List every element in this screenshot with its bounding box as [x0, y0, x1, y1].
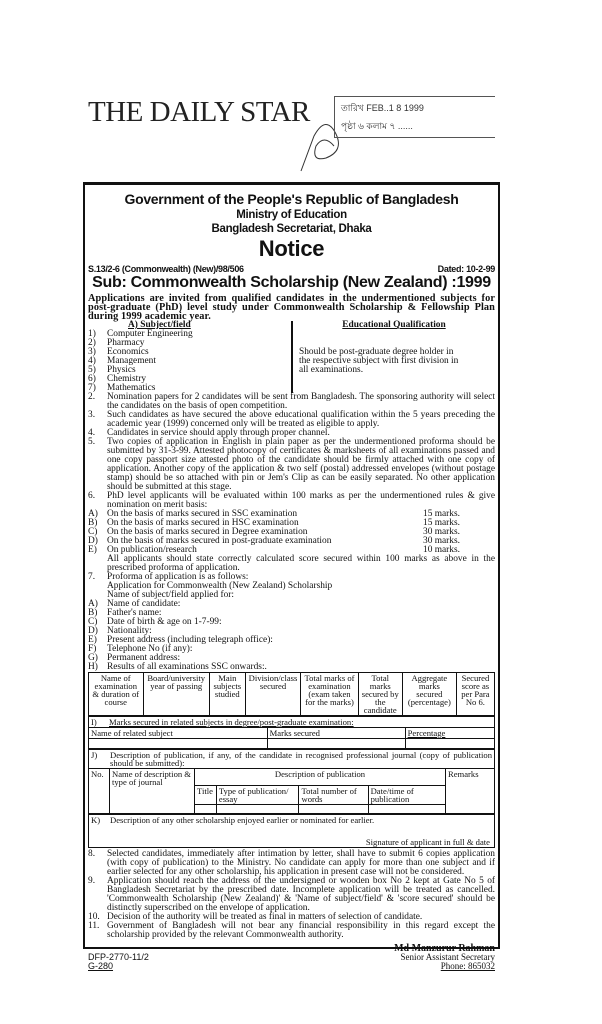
item-text: Date of birth & age on 1-7-99:	[107, 617, 222, 627]
proforma-subject-line: Name of subject/field applied for:	[107, 590, 235, 600]
section-number: J)	[91, 750, 98, 760]
marking-note: All applicants should state correctly calculated score secured within 100 marks as above in the prescribed proforma of application.	[107, 554, 495, 573]
newspaper-masthead: THE DAILY STAR	[88, 96, 310, 128]
item-text: Decision of the authority will be treated as final in matters of selection of candidate.	[107, 912, 423, 922]
section-j-table	[88, 749, 495, 814]
item-number: G)	[88, 653, 98, 663]
clause	[88, 393, 495, 411]
item-number: 2)	[88, 338, 96, 348]
item-number: 3)	[88, 347, 96, 357]
item-text: Permanent address:	[107, 653, 181, 663]
item-text: Present address (including telegraph office):	[107, 635, 273, 645]
item-text: Application should reach the address of the undersigned or wooden box No 2 kept at Gate No 5 of Bangladesh Secretariat by the prescribed date. Incomplete application will be treated as cancelled. 'Commonwealth Scholarship (New Zealand)' & 'Name of subject/field' & 'score secured' should be distinctly superscribed on the envelope of application.	[107, 876, 495, 913]
item-number: B)	[88, 608, 98, 618]
reference-line	[85, 264, 498, 274]
item-text: Nationality:	[107, 626, 152, 636]
item-marks: 15 marks.	[423, 509, 460, 519]
results-column-header: Secured score as per Para No 6.	[456, 673, 494, 716]
item-text: Selected candidates, immediately after intimation by letter, shall have to submit 6 copies application (with copy of publication) to the Ministry. No candidate can apply for more than one subject and if earlier selected for any other scholarship, his application in present case will not be considered.	[107, 849, 495, 877]
results-table	[88, 672, 495, 716]
item-number: 3.	[88, 410, 96, 420]
results-column-header: Aggregate marks secured (percentage)	[402, 673, 456, 716]
col-journal: Name of description & type of journal	[110, 769, 195, 814]
item-number: 9.	[88, 876, 96, 886]
item-number: F)	[88, 644, 97, 654]
item-number: H)	[88, 662, 98, 672]
proforma-intro: Proforma of application is as follows:	[107, 572, 249, 582]
item-number: D)	[88, 626, 98, 636]
clause	[88, 850, 495, 877]
item-number: 10.	[88, 912, 100, 922]
subjects-section	[88, 321, 495, 393]
results-column-header: Total marks of examination (exam taken for the marks)	[301, 673, 358, 716]
notice-subject: Sub: Commonwealth Scholarship (New Zealand) :1999	[92, 274, 491, 291]
item-text: On the basis of marks secured in Degree examination	[107, 527, 308, 537]
item-number: A)	[88, 599, 98, 609]
item-text: Name of candidate:	[107, 599, 181, 609]
item-text: Pharmacy	[107, 338, 145, 348]
results-column-header: Name of examination & duration of course	[89, 673, 144, 716]
footer	[88, 944, 495, 971]
item-number: 1)	[88, 329, 96, 339]
item-number: C)	[88, 527, 98, 537]
section-number: I)	[91, 717, 97, 727]
item-text: Two copies of application in English in plain paper as per the undermentioned proforma should be submitted by 31-3-99. Attested photocopy of certificates & marksheets of all examinations passed and one copy passport size attested photo of the candidate should be firmly attached with one copy of application. Another copy of the application & two self (postal) addressed envelopes (without postage stamp) should be so attached with pin or Jem's Clip as can be easily separated. No other application should be submitted at this stage.	[107, 437, 495, 492]
notice-body	[85, 321, 498, 971]
item-number: E)	[88, 545, 97, 555]
col-date: Date/time of publication	[368, 786, 445, 805]
proforma-title: Application for Commonwealth (New Zealand) Scholarship	[107, 581, 333, 591]
clause	[88, 411, 495, 429]
col-related-subject: Name of related subject	[89, 728, 268, 739]
results-column-header: Board/university year of passing	[143, 673, 209, 716]
clause	[88, 492, 495, 510]
col-no: No.	[89, 769, 110, 814]
signature-line: Signature of applicant in full & date	[365, 837, 490, 847]
item-number: 4.	[88, 428, 96, 438]
notice-date: Dated: 10-2-99	[437, 264, 495, 274]
col-type: Type of publication/ essay	[216, 786, 299, 805]
item-number: 5)	[88, 365, 96, 375]
clause-number: 7.	[88, 572, 96, 582]
col-title: Title	[195, 786, 217, 805]
item-text: PhD level applicants will be evaluated within 100 marks as per the undermentioned rules & give nomination on merit basis:	[107, 491, 495, 510]
notice-title: Notice	[258, 236, 325, 261]
reference-number: S.13/2-6 (Commonwealth) (New)/98/506	[88, 264, 244, 274]
col-percentage: Percentage	[405, 728, 494, 739]
item-text: Economics	[107, 347, 149, 357]
results-column-header: Main subjects studied	[209, 673, 245, 716]
item-text: On the basis of marks secured in SSC examination	[107, 509, 298, 519]
item-text: Government of Bangladesh will not bear any financial responsibility in this regard except the scholarship provided by the relevant Commonwealth authority.	[107, 921, 495, 940]
ministry-heading: Ministry of Education	[236, 209, 347, 221]
item-number: 6)	[88, 374, 96, 384]
qualification-heading: Educational Qualification	[342, 320, 446, 330]
item-text: On the basis of marks secured in post-graduate examination	[107, 536, 332, 546]
item-number: 7)	[88, 383, 96, 393]
item-text: Chemistry	[107, 374, 147, 384]
section-k-table	[88, 814, 495, 848]
item-text: Father's name:	[107, 608, 162, 618]
dfp-code: DFP-2770-11/2	[88, 952, 149, 962]
officer-title: Senior Assistant Secretary	[400, 952, 495, 962]
item-text: Nomination papers for 2 candidates will be sent from Bangladesh. The sponsoring authority will select the candidates on the basis of open competition.	[107, 392, 495, 411]
item-number: E)	[88, 635, 97, 645]
col-description: Description of publication	[195, 769, 446, 786]
section-i-table	[88, 716, 495, 749]
section-i-text: Marks secured in related subjects in degree/post-graduate examination:	[109, 717, 354, 727]
item-number: 4)	[88, 356, 96, 366]
notice-box	[83, 182, 500, 971]
subjects-heading: A) Subject/field	[128, 320, 191, 330]
item-text: Physics	[107, 365, 136, 375]
results-column-header: Total marks secured by the candidate	[358, 673, 402, 716]
intro-text: Applications are invited from qualified candidates in the undermentioned subjects for post-graduate (PhD) level study under Commonwealth Scholarship & Fellowship Plan during 1999 academic year.	[88, 293, 495, 322]
item-number: B)	[88, 518, 98, 528]
section-k-text: Description of any other scholarship enjoyed earlier or nominated for earlier.	[110, 815, 375, 825]
proforma-field	[88, 663, 495, 672]
item-text: Results of all examinations SSC onwards:.	[107, 662, 267, 672]
stamp-date: তারিখ FEB..1 8 1999	[341, 103, 424, 113]
item-number: A)	[88, 509, 98, 519]
item-number: 8.	[88, 849, 96, 859]
office-heading: Bangladesh Secretariat, Dhaka	[211, 223, 372, 235]
officer-name: Md Manzurur Rahman	[394, 943, 495, 954]
clipping-stamp	[334, 96, 495, 138]
item-text: Candidates in service should apply through proper channel.	[107, 428, 330, 438]
item-number: 11.	[88, 921, 100, 931]
col-words: Total number of words	[299, 786, 368, 805]
item-marks: 10 marks.	[423, 545, 460, 555]
item-number: 6.	[88, 491, 96, 501]
item-number: C)	[88, 617, 98, 627]
item-text: On publication/research	[107, 545, 197, 555]
col-remarks: Remarks	[446, 769, 495, 814]
clause	[88, 438, 495, 492]
qualification-text: Should be post-graduate degree holder in the respective subject with first division in all examinations.	[299, 347, 459, 375]
stamp-page: পৃষ্ঠা ৬ কলাম ৭ ......	[341, 121, 413, 131]
clause	[88, 922, 495, 940]
item-number: 5.	[88, 437, 96, 447]
item-text: On the basis of marks secured in HSC examination	[107, 518, 299, 528]
item-number: 2.	[88, 392, 96, 402]
section-j-text: Description of publication, if any, of the candidate in recognised professional journal (copy of publication should be submitted):	[110, 750, 492, 768]
results-column-header: Division/class secured	[245, 673, 301, 716]
item-text: Mathematics	[107, 383, 156, 393]
item-text: Such candidates as have secured the above educational qualification within the 5 years preceding the academic year (1999) concerned only will be treated as eligible to apply.	[107, 410, 495, 429]
item-marks: 15 marks.	[423, 518, 460, 528]
col-marks-secured: Marks secured	[267, 728, 405, 739]
item-marks: 30 marks.	[423, 527, 460, 537]
clause	[88, 877, 495, 913]
government-heading: Government of the People's Republic of Bangladesh	[124, 191, 459, 207]
item-marks: 30 marks.	[423, 536, 460, 546]
g-code: G-280	[88, 961, 114, 971]
officer-phone: Phone: 865032	[440, 961, 495, 971]
item-number: D)	[88, 536, 98, 546]
item-text: Telephone No (if any):	[107, 644, 193, 654]
item-text: Management	[107, 356, 156, 366]
section-number: K)	[91, 815, 101, 825]
item-text: Computer Engineering	[107, 329, 193, 339]
